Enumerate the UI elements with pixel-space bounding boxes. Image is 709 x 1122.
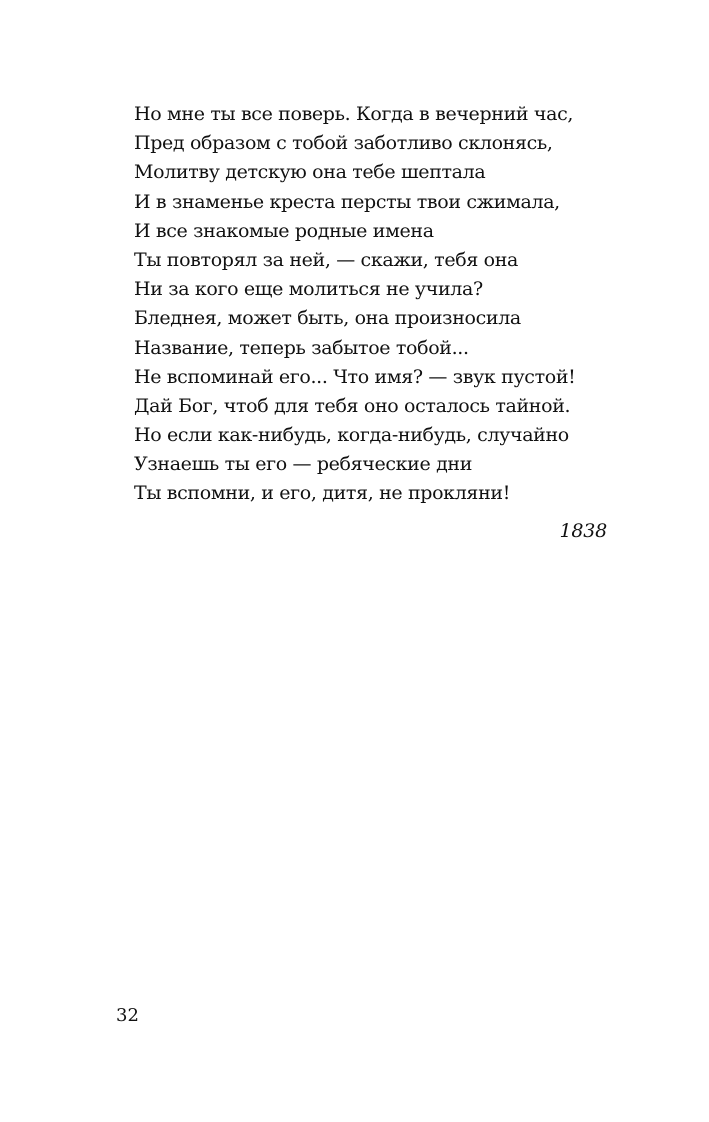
poem-stanza [134,100,614,509]
poem-line: Молитву детскую она тебе шептала [134,161,486,184]
poem-line: Бледнея, может быть, она произносила [134,307,521,330]
poem-line: И все знакомые родные имена [134,219,434,242]
poem-line: И в знаменье креста персты твои сжимала, [134,190,560,213]
poem-line: Дай Бог, чтоб для тебя оно осталось тайной. [134,394,571,417]
poem-line: Узнаешь ты его — ребяческие дни [134,453,473,476]
poem-line: Но если как-нибудь, когда-нибудь, случайно [134,424,569,447]
poem-line: Не вспоминай его... Что имя? — звук пустой! [134,365,576,388]
poem-date: 1838 [559,520,607,542]
poem-line: Ты повторял за ней, — скажи, тебя она [134,248,519,271]
page-number: 32 [116,1005,139,1026]
poem-line: Ни за кого еще молиться не учила? [134,278,483,301]
poem-line: Название, теперь забытое тобой... [134,336,469,359]
poem-line: Пред образом с тобой заботливо склонясь, [134,132,553,155]
poem-line: Ты вспомни, и его, дитя, не прокляни! [134,482,510,505]
poem-line: Но мне ты все поверь. Когда в вечерний час, [134,103,574,125]
